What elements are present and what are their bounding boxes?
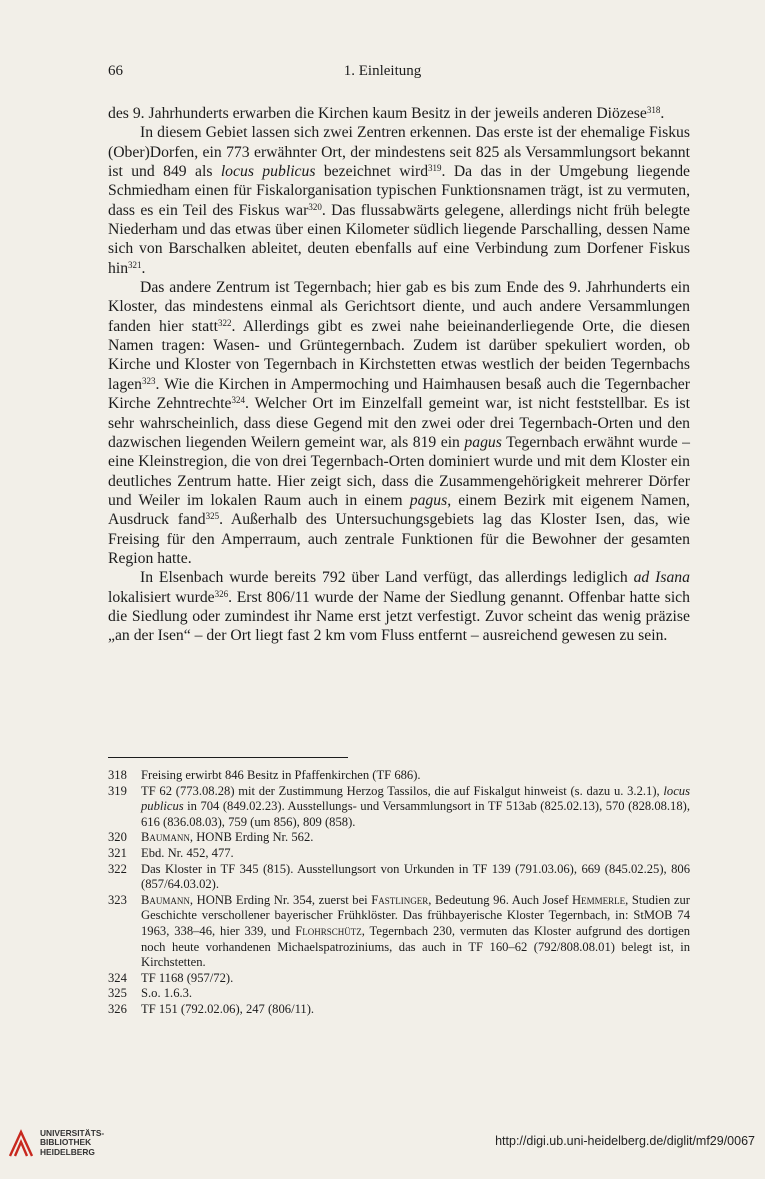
author-name: Baumann (141, 830, 190, 845)
footnote-ref[interactable]: 326 (214, 588, 229, 599)
footnote-ref[interactable]: 318 (646, 105, 661, 115)
library-logo-text (40, 1129, 104, 1158)
text-run: . Außerhalb des Untersuchungsgebiets lag das Kloster Isen, das, wie Freising für den Amperraum, auch zentrale Funktionen für die Bewohner der gesamten Region hatte. (108, 511, 691, 567)
footnote (108, 830, 690, 846)
footnote-text: TF 151 (792.02.06), 247 (806/11). (141, 1001, 315, 1016)
footnote-number: 322 (108, 861, 127, 876)
italic-term: pagus (409, 491, 448, 509)
paragraph (108, 568, 690, 645)
footnote-number: 325 (108, 986, 127, 1001)
text-run: TF 62 (773.08.28) mit der Zustimmung Herzog Tassilos, die auf Fiskalgut hinweist (s. dazu u. 3.2.1), (141, 783, 664, 798)
footnote-ref[interactable]: 323 (141, 375, 156, 386)
text-run: , einem Bezirk mit eigenem Namen, Ausdruck fand (108, 491, 690, 529)
footnote-text (141, 784, 690, 831)
footnote (108, 768, 690, 784)
digital-url-link[interactable]: http://digi.ub.uni-heidelberg.de/diglit/mf29/0067 (495, 1134, 755, 1148)
running-head: 1. Einleitung (343, 63, 422, 79)
footnote-ref[interactable]: 319 (428, 163, 442, 174)
footnote-ref[interactable]: 325 (205, 511, 220, 522)
footnote-rule (108, 757, 348, 758)
page-number: 66 (108, 63, 123, 79)
footnote (108, 1002, 690, 1018)
text-run: des 9. Jahrhunderts erwarben die Kirchen kaum Besitz in der jeweils anderen Diözese (108, 105, 647, 122)
footnote-ref[interactable]: 321 (128, 259, 142, 270)
footnote-number: 321 (108, 845, 127, 860)
footnote-text: Ebd. Nr. 452, 477. (141, 845, 234, 860)
italic-term: ad Isana (633, 569, 690, 587)
text-run: , HONB Erding Nr. 562. (189, 830, 314, 845)
footnote-number: 326 (108, 1001, 127, 1016)
author-name: Fastlinger (371, 892, 429, 907)
text-run: . Da das in der Umgebung liegende Schmiedham einen für Fiskalorganisation typischen Funktionsnamen trägt, ist zu vermuten, dass es ein Teil des Fiskus war (108, 163, 690, 219)
footnote-text: Das Kloster in TF 345 (815). Ausstellungsort von Urkunden in TF 139 (791.03.06), 669 (845.02.25), 806 (857/64.03.02). (141, 861, 690, 892)
footnote-ref[interactable]: 322 (217, 317, 232, 328)
text-run: Das andere Zentrum ist Tegernbach; hier gab es bis zum Ende des 9. Jahrhunderts ein Kloster, das mindestens einmal als Gerichtsort diente, und auch andere Versammlungen fanden hier statt (108, 279, 690, 335)
footnotes (108, 768, 690, 1018)
footnote-number: 323 (108, 892, 127, 907)
footnote-text (141, 830, 690, 846)
footnote-number: 320 (108, 830, 127, 845)
text-run: . Welcher Ort im Einzelfall gemeint war, ist nicht feststellbar. Es ist sehr wahrscheinlich, dass diese Gegend mit den zwei oder drei Tegernbach-Orten und den dazwischen liegenden Weilern gemeint war, als 819 ein (108, 395, 690, 451)
text-run: in 704 (849.02.23). Ausstellungs- und Versammlungsort in TF 513ab (825.02.13), 570 (828.08.18), 616 (836.08.03), 759 (um 856), 809 (858). (141, 799, 690, 829)
footnote-number: 319 (108, 783, 127, 798)
logo-line: UNIVERSITÄTS- (40, 1127, 105, 1138)
text-run: In diesem Gebiet lassen sich zwei Zentren erkennen. Das erste ist der ehemalige Fiskus (Ober)Dorfen, ein 773 erwähnter Ort, der mindestens seit 825 als Versammlungsort bekannt ist und 849 als (108, 124, 690, 181)
logo-line: HEIDELBERG (40, 1146, 95, 1157)
text-run: . Erst 806/11 wurde der Name der Siedlung genannt. Offenbar hatte sich die Siedlung oder zumindest ihr Name erst jetzt verfestigt. Zuvor scheint das wenig präzise „an der Isen“ – der Ort liegt fast 2 km vom Fluss entfernt – ausreichend gewesen zu sein. (108, 588, 690, 645)
paragraph (108, 278, 690, 568)
text-run: , Bedeutung 96. Auch Josef (428, 892, 573, 907)
footnote-text: TF 1168 (957/72). (141, 970, 234, 985)
author-name: Hemmerle (572, 892, 626, 907)
text-run: , HONB Erding Nr. 354, zuerst bei (189, 892, 372, 907)
author-name: Flohrschütz (295, 923, 362, 938)
footnote-text (141, 893, 690, 971)
footnote-text: S.o. 1.6.3. (141, 986, 193, 1001)
italic-term: locus publicus (141, 783, 690, 814)
paragraph (108, 104, 690, 123)
footnote (108, 971, 690, 987)
footnote (108, 784, 690, 831)
footnote-ref[interactable]: 324 (231, 395, 246, 406)
text-run: . (141, 259, 146, 277)
text-run: . Das flussabwärts gelegene, allerdings nicht früh belegte Niederham und das etwas über einen Kilometer südlich liegende Parschalling, dessen Name sich von Barschalken ableitet, deuten ebenfalls auf eine Verbindung zum Dorfener Fiskus hin (108, 201, 691, 277)
footnote (108, 986, 690, 1002)
text-run: lokalisiert wurde (108, 588, 215, 606)
author-name: Baumann (141, 892, 190, 907)
italic-term: pagus (464, 433, 502, 451)
text-run: , Tegernbach 230, vermuten das Kloster aufgrund des dortigen noch heute vorhandenen Michaelspatroziniums, das auch in TF 160–62 (792/808.08.01) belegt ist, in Kirchstetten. (141, 923, 690, 970)
text-run: bezeichnet wird (315, 163, 429, 181)
footnote (108, 846, 690, 862)
body-text (108, 104, 690, 646)
text-run: . Wie die Kirchen in Ampermoching und Haimhausen besaß auch die Tegernbacher Kirche Zehntrechte (108, 375, 690, 413)
footnote-number: 324 (108, 970, 127, 985)
library-logo[interactable] (8, 1128, 104, 1158)
text-run: , Studien zur Geschichte verschollener bayerischer Frühklöster. Das frühbayerische Kloster Tegernbach, in: StMOB 74 1963, 338–46, hier 339, und (141, 892, 690, 938)
footnote (108, 893, 690, 971)
text-run: . Allerdings gibt es zwei nahe beieinanderliegende Orte, die diesen Namen tragen: Wasen- und Grüntegernbach. Zudem ist darüber spekuliert worden, ob Kirche und Kloster von Tegernbach in Kirchstetten etwas westlich der beiden Tegernbachs lagen (108, 317, 690, 393)
footnote-ref[interactable]: 320 (308, 201, 322, 212)
italic-term: locus publicus (220, 163, 316, 181)
text-run: In Elsenbach wurde bereits 792 über Land verfügt, das allerdings lediglich (140, 569, 634, 587)
paragraph (108, 123, 690, 278)
text-run: . (660, 105, 665, 122)
text-run: Tegernbach erwähnt wurde – eine Kleinstregion, die von drei Tegernbach-Orten dominiert wurde und mit dem Kloster ein deutliches Zentrum hatte. Hier zeigt sich, dass die Zusammengehörigkeit mehrerer Dörfer und Weiler im lokalen Raum auch in einem (108, 433, 690, 509)
footnote (108, 862, 690, 893)
footnote-number: 318 (108, 768, 127, 782)
logo-line: BIBLIOTHEK (40, 1137, 92, 1148)
footnote-text: Freising erwirbt 846 Besitz in Pfaffenkirchen (TF 686). (141, 768, 421, 782)
library-logo-icon (8, 1128, 34, 1158)
